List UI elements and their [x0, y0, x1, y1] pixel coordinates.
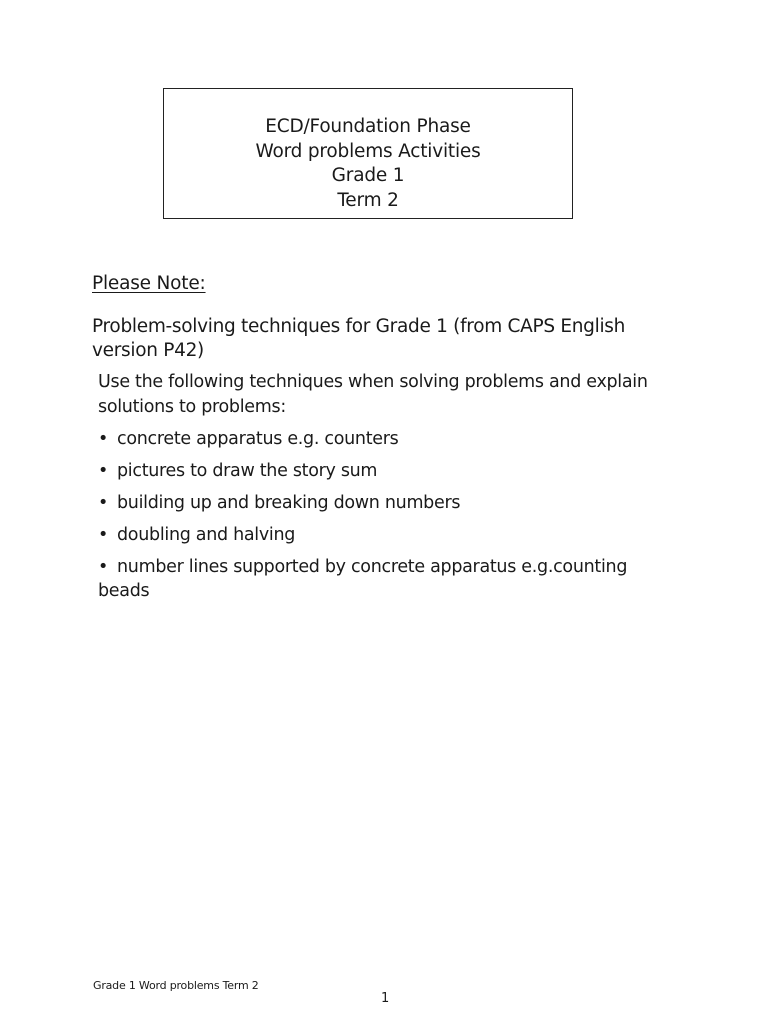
- list-item: [98, 427, 678, 451]
- title-line-activities: Word problems Activities: [255, 140, 481, 162]
- bullet-icon: •: [98, 429, 109, 449]
- bullet-icon: •: [98, 525, 109, 545]
- technique-text: concrete apparatus e.g. counters: [117, 429, 399, 449]
- please-note-heading: Please Note:: [92, 273, 206, 294]
- technique-text: building up and breaking down numbers: [117, 493, 461, 513]
- list-item: [98, 523, 678, 547]
- title-line-phase: ECD/Foundation Phase: [265, 116, 471, 137]
- bullet-icon: •: [98, 557, 109, 577]
- title-line-term: Term 2: [337, 189, 399, 211]
- intro-text: Problem-solving techniques for Grade 1 (from CAPS English version P42): [92, 316, 626, 361]
- techniques-list: [98, 427, 678, 611]
- footer-text: Grade 1 Word problems Term 2: [93, 979, 259, 992]
- title-box: [163, 88, 573, 219]
- technique-text: pictures to draw the story sum: [117, 461, 378, 481]
- list-item: [98, 459, 678, 483]
- instruction-text: Use the following techniques when solving problems and explain solutions to problems:: [98, 372, 648, 417]
- bullet-icon: •: [98, 461, 109, 481]
- technique-text: number lines supported by concrete apparatus e.g.counting beads: [98, 557, 628, 601]
- list-item: [98, 491, 678, 515]
- page-number: 1: [381, 991, 390, 1006]
- bullet-icon: •: [98, 493, 109, 513]
- list-item: [98, 555, 678, 603]
- technique-text: doubling and halving: [117, 525, 296, 545]
- title-line-grade: Grade 1: [331, 165, 405, 186]
